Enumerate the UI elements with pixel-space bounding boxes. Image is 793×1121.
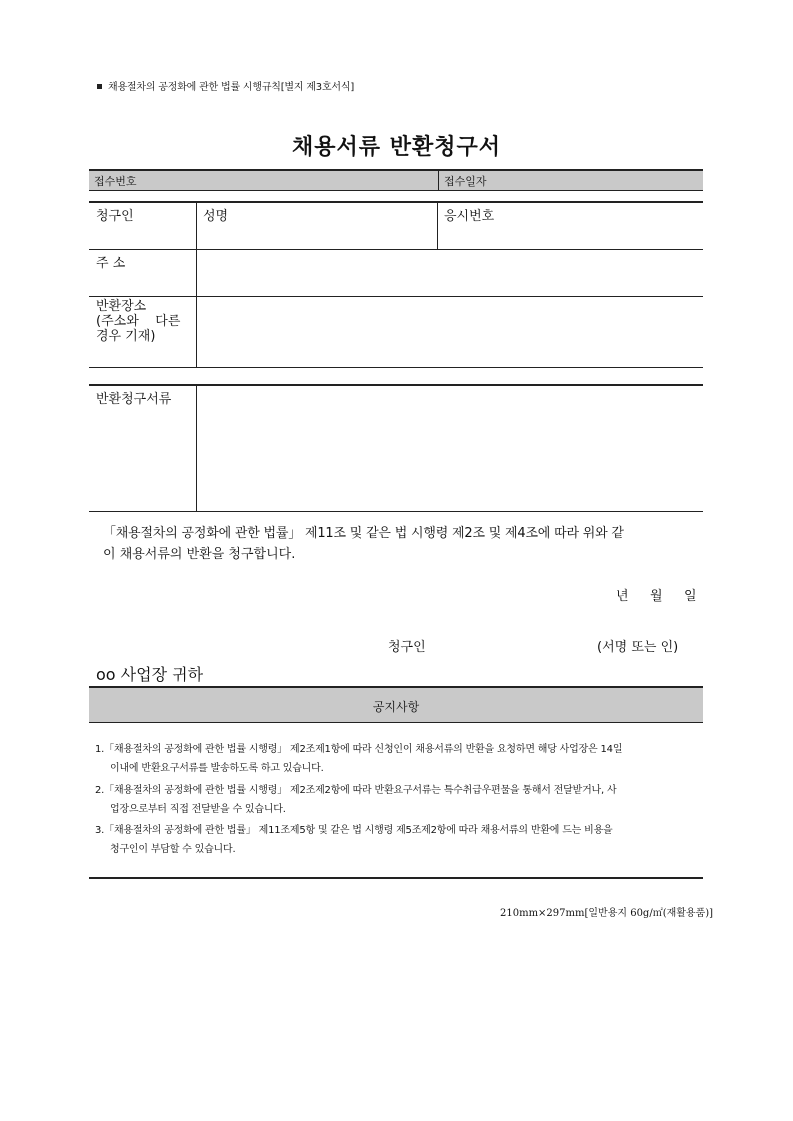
claimant-sign-label: 청구인 bbox=[388, 640, 426, 655]
claimant-section-label: 청구인 bbox=[96, 209, 134, 224]
statement-line2: 이 채용서류의 반환을 청구합니다. bbox=[103, 547, 296, 562]
documents-top-border bbox=[89, 384, 703, 386]
notice-title: 공지사항 bbox=[372, 700, 420, 714]
name-row-bottom-border bbox=[89, 249, 703, 250]
notice-item-2 bbox=[95, 781, 705, 819]
notice-item-3-line1: 3.「채용절차의 공정화에 관한 법률」 제11조제5항 및 같은 법 시행령 제5조제2항에 따라 채용서류의 반환에 드는 비용을 bbox=[95, 825, 613, 836]
return-place-label-line1: 반환장소 bbox=[96, 299, 147, 314]
receipt-date-label: 접수일자 bbox=[444, 175, 487, 188]
address-field[interactable] bbox=[197, 251, 702, 295]
statement-line1: 「채용절차의 공정화에 관한 법률」 제11조 및 같은 법 시행령 제2조 및 제4조에 따라 위와 같 bbox=[103, 526, 624, 541]
documents-bottom-border bbox=[89, 511, 703, 512]
exam-number-label: 응시번호 bbox=[444, 209, 495, 224]
return-place-field[interactable] bbox=[197, 298, 702, 366]
receipt-number-label: 접수번호 bbox=[94, 175, 137, 188]
page-title: 채용서류 반환청구서 bbox=[292, 135, 501, 160]
documents-field[interactable] bbox=[197, 387, 702, 510]
applicant-top-border bbox=[89, 201, 703, 203]
address-label: 주 소 bbox=[96, 256, 126, 271]
bullet-square-icon bbox=[97, 84, 102, 89]
notice-item-1-line1: 1.「채용절차의 공정화에 관한 법률 시행령」 제2조제1항에 따라 신청인이 채용서류의 반환을 요청하면 해당 사업장은 14일 bbox=[95, 744, 623, 755]
receipt-divider bbox=[438, 170, 439, 190]
date-day-label: 일 bbox=[684, 589, 697, 604]
addressee: oo 사업장 귀하 bbox=[96, 665, 204, 684]
notice-item-2-line2: 업장으로부터 직접 전달받을 수 있습니다. bbox=[110, 804, 286, 815]
notice-header-bottom-border bbox=[89, 722, 703, 723]
notice-bottom-border bbox=[89, 877, 703, 879]
date-month-label: 월 bbox=[650, 589, 663, 604]
return-place-label bbox=[96, 299, 192, 344]
sign-hint: (서명 또는 인) bbox=[597, 640, 679, 655]
table-top-border bbox=[89, 169, 703, 171]
notice-item-3 bbox=[95, 821, 705, 859]
notice-item-2-line1: 2.「채용절차의 공정화에 관한 법률 시행령」 제2조제2항에 따라 반환요구서류는 특수취급우편물을 통해서 전달받거나, 사 bbox=[95, 785, 617, 796]
notice-item-1 bbox=[95, 740, 705, 778]
notice-item-3-line2: 청구인이 부담할 수 있습니다. bbox=[110, 844, 236, 855]
receipt-bottom-border bbox=[89, 190, 703, 191]
documents-label: 반환청구서류 bbox=[96, 392, 172, 407]
receipt-row-background bbox=[89, 170, 703, 190]
notice-item-1-line2: 이내에 반환요구서류를 발송하도록 하고 있습니다. bbox=[110, 763, 324, 774]
name-field[interactable] bbox=[197, 220, 437, 248]
return-place-label-line3: 경우 기재) bbox=[96, 329, 156, 344]
exam-number-field[interactable] bbox=[438, 220, 702, 248]
address-row-bottom-border bbox=[89, 296, 703, 297]
return-place-bottom-border bbox=[89, 367, 703, 368]
name-label: 성명 bbox=[203, 209, 229, 224]
form-reference bbox=[97, 78, 354, 93]
paper-spec-footer: 210mm×297mm[일반용지 60g/㎡(재활용품)] bbox=[500, 908, 714, 919]
return-place-label-line2: (주소와 다른 bbox=[96, 314, 181, 329]
date-year-label: 년 bbox=[616, 589, 629, 604]
form-reference-text: 채용절차의 공정화에 관한 법률 시행규칙[별지 제3호서식] bbox=[108, 82, 355, 93]
